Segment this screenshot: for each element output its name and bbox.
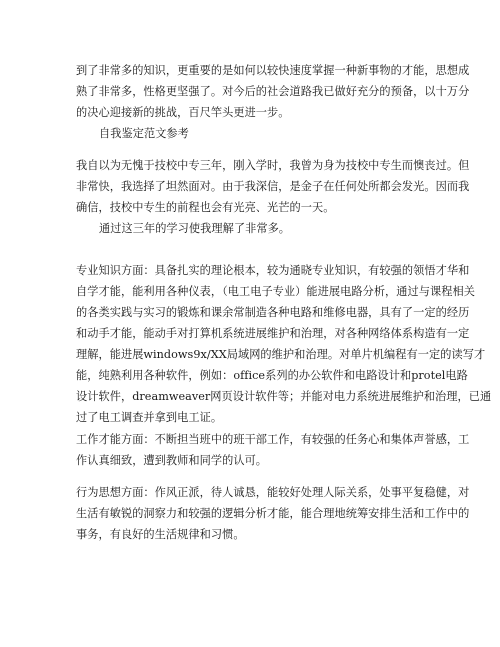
text-line: 确信，技校中专生的前程也会有光亮、光芒的一天。 — [76, 201, 335, 214]
text-line: 作认真细致，遭到教师和同学的认可。 — [76, 454, 268, 467]
text-line: 理解，能进展windows9x/XX局域网的维护和治理。对单片机编程有一定的读写才 — [76, 348, 486, 361]
paragraph-work-ability — [76, 429, 470, 471]
paragraph-introduction — [76, 155, 470, 218]
text-line: 的各类实践与实习的锻炼和课余常制造各种电路和维修电器，具有了一定的经历 — [76, 306, 470, 319]
section-heading — [76, 123, 426, 144]
text-line: 生活有敏锐的洞察力和较强的逻辑分析才能，能合理地统筹安排生活和工作中的 — [76, 507, 470, 520]
section-heading-text: 自我鉴定范文参考 — [99, 127, 189, 140]
text-line: 我自以为无愧于技校中专三年，刚入学时，我曾为身为技校中专生而懊丧过。但 — [76, 159, 470, 172]
text-line: 通过这三年的学习使我理解了非常多。 — [99, 222, 291, 235]
text-line: 设计软件，dreamweaver网页设计软件等；并能对电力系统进展维护和治理，已通 — [76, 390, 492, 403]
paragraph-learning-summary — [76, 60, 470, 123]
paragraph-conduct — [76, 482, 470, 545]
text-line: 行为思想方面：作风正派，待人诚恳，能较好处理人际关系，处事平复稳健，对 — [76, 486, 470, 499]
text-line: 熟了非常多，性格更坚强了。对今后的社会道路我已做好充分的预备，以十万分 — [76, 85, 470, 98]
paragraph-transition — [76, 218, 426, 239]
text-line: 事务，有良好的生活规律和习惯。 — [76, 528, 245, 541]
text-line: 到了非常多的知识，更重要的是如何以较快速度掌握一种新事物的才能，思想成 — [76, 64, 470, 77]
text-line: 非常快，我选择了坦然面对。由于我深信，是金子在任何处所都会发光。因而我 — [76, 180, 470, 193]
text-line: 过了电工调查并拿到电工证。 — [76, 411, 223, 424]
text-line: 自学才能，能利用各种仪表，（电工电子专业）能进展电路分析，通过与课程相关 — [76, 285, 475, 298]
text-line: 工作才能方面：不断担当班中的班干部工作，有较强的任务心和集体声誉感，工 — [76, 433, 470, 446]
text-line: 的决心迎接新的挑战，百尺竿头更进一步。 — [76, 106, 290, 119]
text-line: 能，纯熟利用各种软件，例如：office系列的办公软件和电路设计和protel电路 — [76, 369, 468, 382]
paragraph-professional-knowledge — [76, 260, 492, 428]
text-line: 和动手才能，能动手对打算机系统进展维护和治理，对各种网络体系构造有一定 — [76, 327, 470, 340]
text-line: 专业知识方面：具备扎实的理论根本，较为通晓专业知识，有较强的领悟才华和 — [76, 264, 470, 277]
